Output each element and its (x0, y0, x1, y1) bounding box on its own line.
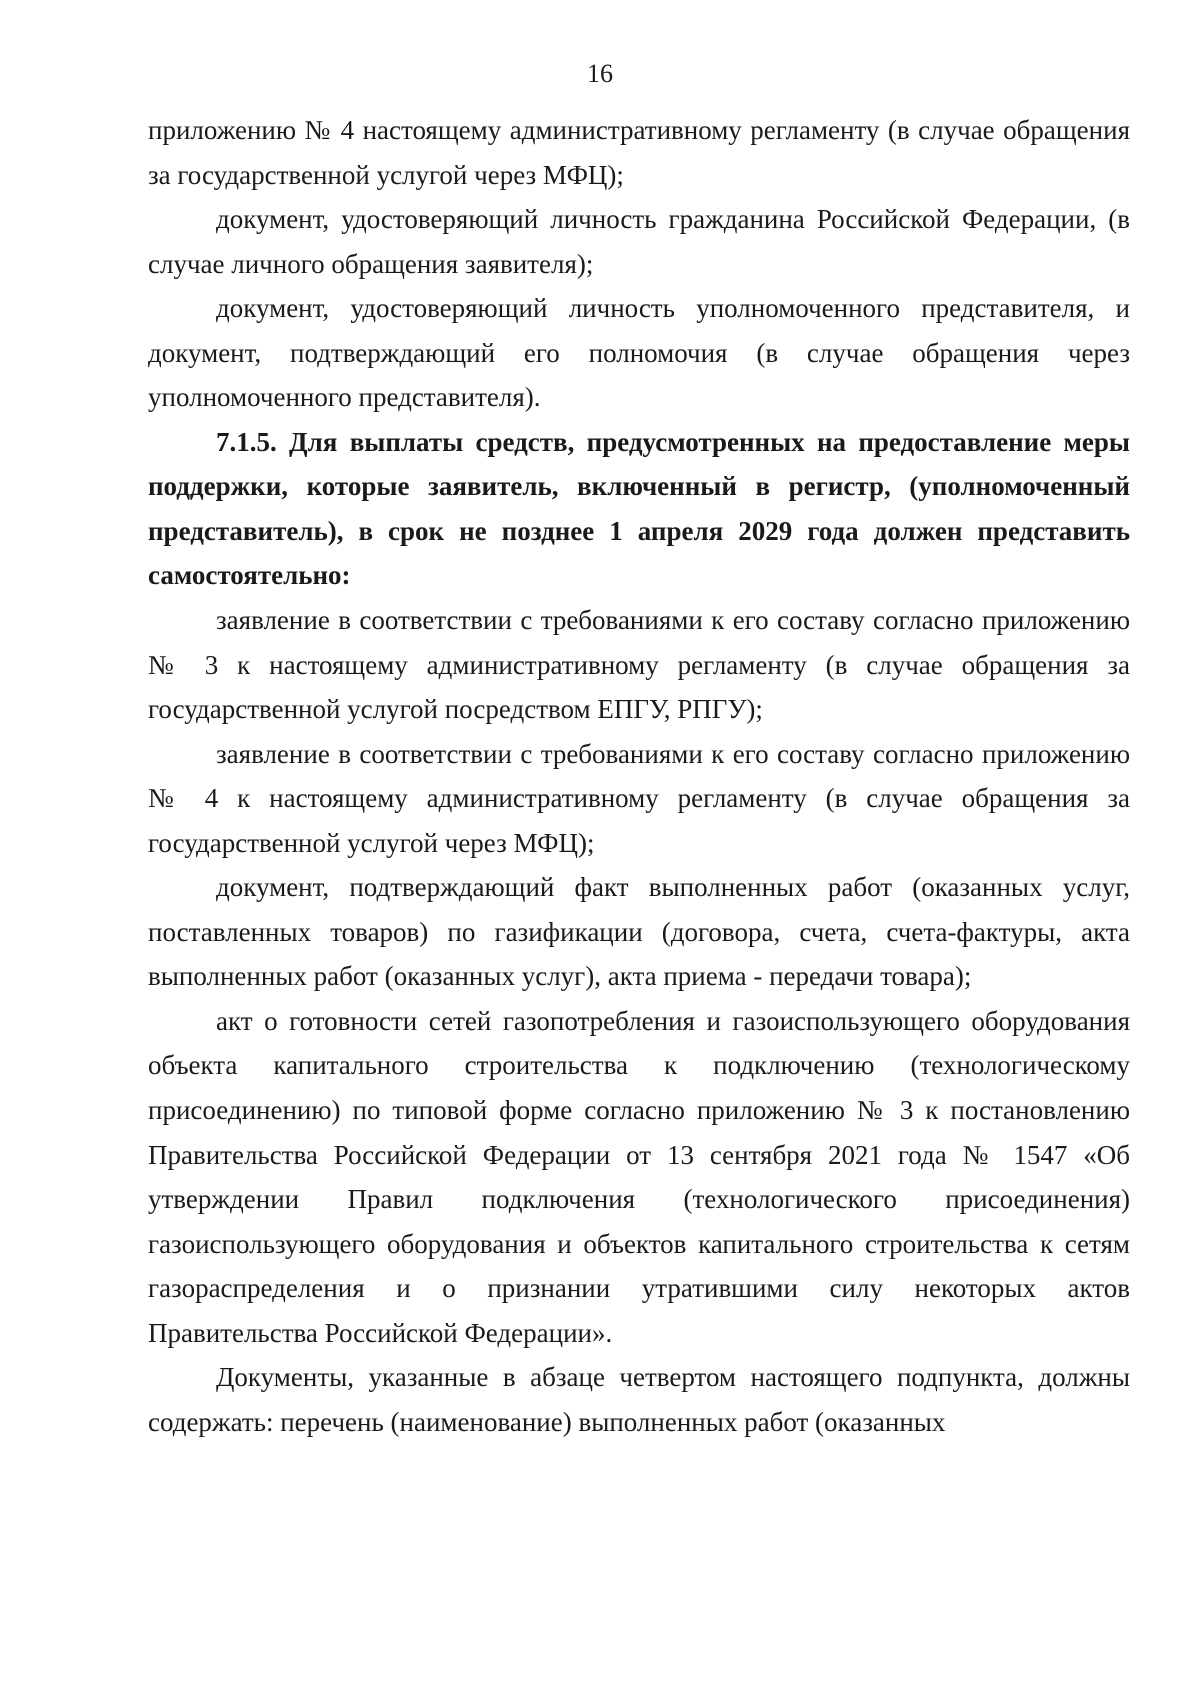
page-number: 16 (587, 59, 613, 88)
paragraph-representative-documents: документ, удостоверяющий личность уполномоченного представителя, и документ, подтверждающий его полномочия (в случае обращения через уполномоченного представителя). (148, 293, 1130, 413)
document-body (148, 108, 1130, 1444)
paragraph-citizen-identity-document: документ, удостоверяющий личность гражданина Российской Федерации, (в случае личного обращения заявителя); (148, 204, 1130, 279)
paragraph-documents-content: Документы, указанные в абзаце четвертом настоящего подпункта, должны содержать: перечень (наименование) выполненных работ (оказанных (148, 1362, 1130, 1437)
paragraph-gas-readiness-act: акт о готовности сетей газопотребления и газоиспользующего оборудования объекта капитального строительства к подключению (технологическому присоединению) по типовой форме согласно приложению № 3 к постановлению Правительства Российской Федерации от 13 сентября 2021 года № 1547 «Об утверждении Правил подключения (технологического присоединения) газоиспользующего оборудования и объектов капитального строительства к сетям газораспределения и о признании утратившими силу некоторых актов Правительства Российской Федерации». (148, 1005, 1130, 1348)
section-heading-7-1-5: 7.1.5. Для выплаты средств, предусмотренных на предоставление меры поддержки, которые заявитель, включенный в регистр, (уполномоченный представитель), в срок не позднее 1 апреля 2029 года должен представить самостоятельно: (148, 426, 1130, 591)
paragraph-continuation-mfc-application: приложению № 4 настоящему административному регламенту (в случае обращения за государственной услугой через МФЦ); (148, 115, 1130, 190)
paragraph-application-mfc: заявление в соответствии с требованиями к его составу согласно приложению № 4 к настоящему административному регламенту (в случае обращения за государственной услугой через МФЦ); (148, 738, 1130, 858)
paragraph-work-confirmation-document: документ, подтверждающий факт выполненных работ (оказанных услуг, поставленных товаров) по газификации (договора, счета, счета-фактуры, акта выполненных работ (оказанных услуг), акта приема - передачи товара); (148, 872, 1130, 992)
paragraph-application-epgu: заявление в соответствии с требованиями к его составу согласно приложению № 3 к настоящему административному регламенту (в случае обращения за государственной услугой посредством ЕПГУ, РПГУ); (148, 605, 1130, 725)
